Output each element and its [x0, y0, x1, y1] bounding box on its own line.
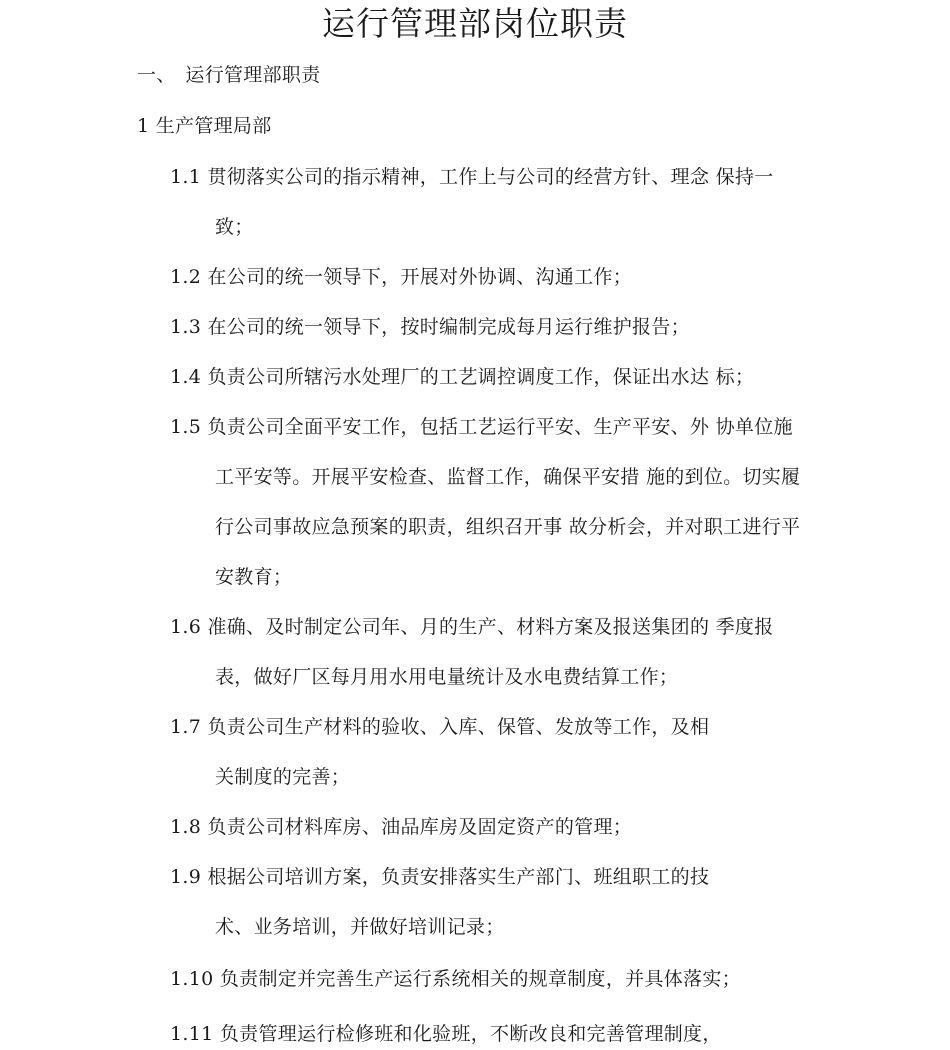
item-1-1-line-1: 1.1 贯彻落实公司的指示精神，工作上与公司的经营方针、理念 保持一	[170, 166, 774, 188]
item-1-7-line-1: 1.7 负责公司生产材料的验收、入库、保管、发放等工作，及相	[170, 716, 710, 738]
item-1-9-line-2: 术、业务培训，并做好培训记录；	[215, 916, 505, 938]
item-1-4-line-1: 1.4 负责公司所辖污水处理厂的工艺调控调度工作，保证出水达 标；	[170, 366, 755, 388]
item-1-7-line-2: 关制度的完善；	[215, 766, 351, 788]
item-1-5-line-3: 行公司事故应急预案的职责，组织召开事 故分析会，并对职工进行平	[215, 516, 801, 538]
item-1-3-line-1: 1.3 在公司的统一领导下，按时编制完成每月运行维护报告；	[170, 316, 690, 338]
item-1-5-line-1: 1.5 负责公司全面平安工作，包括工艺运行平安、生产平安、外 协单位施	[170, 416, 793, 438]
section-heading: 一、 运行管理部职责	[137, 64, 321, 86]
item-1-5-line-2: 工平安等。开展平安检查、监督工作，确保平安措 施的到位。切实履	[215, 466, 801, 488]
subsection-heading: 1 生产管理局部	[137, 115, 272, 137]
item-1-8-line-1: 1.8 负责公司材料库房、油品库房及固定资产的管理；	[170, 816, 633, 838]
item-1-10-line-1: 1.10 负责制定并完善生产运行系统相关的规章制度，并具体落实；	[170, 968, 741, 990]
item-1-6-line-2: 表，做好厂区每月用水用电量统计及水电费结算工作；	[215, 666, 679, 688]
item-1-2-line-1: 1.2 在公司的统一领导下，开展对外协调、沟通工作；	[170, 266, 633, 288]
document-title: 运行管理部岗位职责	[322, 4, 628, 43]
item-1-5-line-4: 安教育；	[215, 566, 293, 588]
item-1-11-line-1: 1.11 负责管理运行检修班和化验班，不断改良和完善管理制度，	[170, 1023, 722, 1045]
item-1-9-line-1: 1.9 根据公司培训方案，负责安排落实生产部门、班组职工的技	[170, 866, 710, 888]
item-1-6-line-1: 1.6 准确、及时制定公司年、月的生产、材料方案及报送集团的 季度报	[170, 616, 774, 638]
item-1-1-line-2: 致；	[215, 216, 254, 238]
